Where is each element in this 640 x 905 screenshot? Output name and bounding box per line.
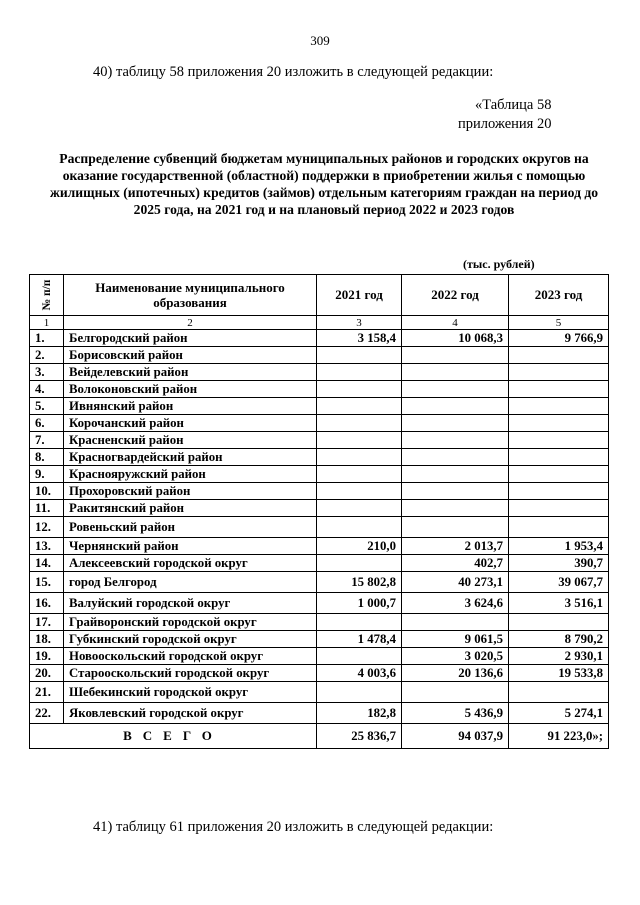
row-2022 bbox=[402, 398, 509, 415]
row-2022: 5 436,9 bbox=[402, 703, 509, 724]
row-num: 5. bbox=[30, 398, 64, 415]
row-2022 bbox=[402, 347, 509, 364]
row-2023 bbox=[509, 682, 609, 703]
row-2023 bbox=[509, 347, 609, 364]
row-num: 7. bbox=[30, 432, 64, 449]
row-2022: 402,7 bbox=[402, 555, 509, 572]
row-num: 2. bbox=[30, 347, 64, 364]
row-2023 bbox=[509, 398, 609, 415]
row-name: Новооскольский городской округ bbox=[64, 648, 317, 665]
row-2022: 20 136,6 bbox=[402, 665, 509, 682]
row-2022 bbox=[402, 432, 509, 449]
table-caption-line1: «Таблица 58 bbox=[474, 97, 552, 113]
table-row bbox=[30, 500, 609, 517]
total-2023: 91 223,0»; bbox=[509, 724, 609, 749]
table-caption-line2: приложения 20 bbox=[458, 116, 552, 132]
row-2022 bbox=[402, 614, 509, 631]
table-row bbox=[30, 415, 609, 432]
row-2022 bbox=[402, 415, 509, 432]
row-2021 bbox=[317, 449, 402, 466]
row-name: Краснояружский район bbox=[64, 466, 317, 483]
table-row bbox=[30, 432, 609, 449]
table-row bbox=[30, 614, 609, 631]
row-name: Ивнянский район bbox=[64, 398, 317, 415]
header-num: № п/п bbox=[30, 275, 64, 316]
row-num: 12. bbox=[30, 517, 64, 538]
row-2023 bbox=[509, 364, 609, 381]
row-num: 14. bbox=[30, 555, 64, 572]
row-2023 bbox=[509, 483, 609, 500]
row-num: 20. bbox=[30, 665, 64, 682]
table-header-row bbox=[30, 275, 609, 316]
row-2021 bbox=[317, 347, 402, 364]
row-name: Губкинский городской округ bbox=[64, 631, 317, 648]
row-2023: 9 766,9 bbox=[509, 330, 609, 347]
row-2023: 1 953,4 bbox=[509, 538, 609, 555]
row-name: Вейделевский район bbox=[64, 364, 317, 381]
row-2021 bbox=[317, 648, 402, 665]
row-2023: 8 790,2 bbox=[509, 631, 609, 648]
row-2023: 19 533,8 bbox=[509, 665, 609, 682]
row-num: 13. bbox=[30, 538, 64, 555]
index-cell: 5 bbox=[509, 316, 609, 330]
row-2021: 4 003,6 bbox=[317, 665, 402, 682]
row-2021 bbox=[317, 466, 402, 483]
table-row bbox=[30, 347, 609, 364]
row-2023 bbox=[509, 614, 609, 631]
row-num: 4. bbox=[30, 381, 64, 398]
row-num: 9. bbox=[30, 466, 64, 483]
row-num: 18. bbox=[30, 631, 64, 648]
row-name: Волоконовский район bbox=[64, 381, 317, 398]
row-2021 bbox=[317, 432, 402, 449]
row-name: Валуйский городской округ bbox=[64, 593, 317, 614]
table-row bbox=[30, 648, 609, 665]
table-row bbox=[30, 449, 609, 466]
table-row bbox=[30, 538, 609, 555]
row-2023 bbox=[509, 415, 609, 432]
subvention-table bbox=[29, 274, 609, 749]
row-2022 bbox=[402, 682, 509, 703]
row-num: 17. bbox=[30, 614, 64, 631]
row-2022 bbox=[402, 500, 509, 517]
total-2022: 94 037,9 bbox=[402, 724, 509, 749]
row-2021 bbox=[317, 398, 402, 415]
row-num: 11. bbox=[30, 500, 64, 517]
row-name: Яковлевский городской округ bbox=[64, 703, 317, 724]
row-name: Грайворонский городской округ bbox=[64, 614, 317, 631]
row-2023: 5 274,1 bbox=[509, 703, 609, 724]
table-row bbox=[30, 483, 609, 500]
row-2022 bbox=[402, 364, 509, 381]
row-2022 bbox=[402, 483, 509, 500]
table-row bbox=[30, 631, 609, 648]
row-num: 8. bbox=[30, 449, 64, 466]
table-row bbox=[30, 381, 609, 398]
index-cell: 1 bbox=[30, 316, 64, 330]
paragraph-41: 41) таблицу 61 приложения 20 изложить в следующей редакции: bbox=[93, 819, 494, 835]
row-2021: 1 478,4 bbox=[317, 631, 402, 648]
units-label: (тыс. рублей) bbox=[463, 257, 535, 271]
row-2021: 210,0 bbox=[317, 538, 402, 555]
row-2023 bbox=[509, 381, 609, 398]
row-name: Ровеньский район bbox=[64, 517, 317, 538]
table-caption bbox=[458, 96, 551, 134]
table-row bbox=[30, 517, 609, 538]
row-2021: 182,8 bbox=[317, 703, 402, 724]
row-name: Алексеевский городской округ bbox=[64, 555, 317, 572]
row-2023: 2 930,1 bbox=[509, 648, 609, 665]
row-2023: 3 516,1 bbox=[509, 593, 609, 614]
row-name: город Белгород bbox=[64, 572, 317, 593]
table-row bbox=[30, 703, 609, 724]
table-row bbox=[30, 398, 609, 415]
row-2021 bbox=[317, 614, 402, 631]
row-name: Шебекинский городской округ bbox=[64, 682, 317, 703]
row-2021 bbox=[317, 517, 402, 538]
row-num: 15. bbox=[30, 572, 64, 593]
total-2021: 25 836,7 bbox=[317, 724, 402, 749]
row-2023 bbox=[509, 466, 609, 483]
row-2022: 3 624,6 bbox=[402, 593, 509, 614]
row-2021 bbox=[317, 364, 402, 381]
table-row bbox=[30, 330, 609, 347]
row-2022: 40 273,1 bbox=[402, 572, 509, 593]
page-number: 309 bbox=[310, 33, 330, 48]
header-2021: 2021 год bbox=[317, 275, 402, 316]
row-2021: 15 802,8 bbox=[317, 572, 402, 593]
row-2022 bbox=[402, 517, 509, 538]
row-2021 bbox=[317, 555, 402, 572]
table-row bbox=[30, 364, 609, 381]
row-2022: 9 061,5 bbox=[402, 631, 509, 648]
row-2023 bbox=[509, 500, 609, 517]
table-row bbox=[30, 572, 609, 593]
row-num: 3. bbox=[30, 364, 64, 381]
row-2021: 3 158,4 bbox=[317, 330, 402, 347]
row-2023: 390,7 bbox=[509, 555, 609, 572]
header-2022: 2022 год bbox=[402, 275, 509, 316]
table-row bbox=[30, 593, 609, 614]
row-2023 bbox=[509, 432, 609, 449]
header-name: Наименование муниципального образования bbox=[64, 275, 317, 316]
table-row bbox=[30, 665, 609, 682]
row-2021 bbox=[317, 381, 402, 398]
row-name: Красногвардейский район bbox=[64, 449, 317, 466]
row-2021 bbox=[317, 415, 402, 432]
row-name: Ракитянский район bbox=[64, 500, 317, 517]
table-row bbox=[30, 555, 609, 572]
row-num: 10. bbox=[30, 483, 64, 500]
row-num: 19. bbox=[30, 648, 64, 665]
table-row bbox=[30, 466, 609, 483]
row-2022: 2 013,7 bbox=[402, 538, 509, 555]
row-num: 21. bbox=[30, 682, 64, 703]
row-num: 1. bbox=[30, 330, 64, 347]
row-2021: 1 000,7 bbox=[317, 593, 402, 614]
row-2023 bbox=[509, 517, 609, 538]
header-2023: 2023 год bbox=[509, 275, 609, 316]
row-name: Белгородский район bbox=[64, 330, 317, 347]
index-cell: 3 bbox=[317, 316, 402, 330]
row-num: 16. bbox=[30, 593, 64, 614]
paragraph-40: 40) таблицу 58 приложения 20 изложить в следующей редакции: bbox=[93, 64, 494, 80]
row-2021 bbox=[317, 682, 402, 703]
total-row bbox=[30, 724, 609, 749]
total-label: ВСЕГО bbox=[30, 724, 317, 749]
row-name: Прохоровский район bbox=[64, 483, 317, 500]
row-2022: 3 020,5 bbox=[402, 648, 509, 665]
row-num: 6. bbox=[30, 415, 64, 432]
table-row bbox=[30, 682, 609, 703]
row-num: 22. bbox=[30, 703, 64, 724]
row-name: Красненский район bbox=[64, 432, 317, 449]
row-2021 bbox=[317, 500, 402, 517]
row-2022 bbox=[402, 466, 509, 483]
row-2022 bbox=[402, 381, 509, 398]
row-2021 bbox=[317, 483, 402, 500]
row-2022 bbox=[402, 449, 509, 466]
row-name: Корочанский район bbox=[64, 415, 317, 432]
row-name: Старооскольский городской округ bbox=[64, 665, 317, 682]
index-cell: 4 bbox=[402, 316, 509, 330]
row-name: Борисовский район bbox=[64, 347, 317, 364]
document-title: Распределение субвенций бюджетам муниципальных районов и городских округов на оказание государственной (областной) поддержки в приобретении жилья с помощью жилищных (ипотечных) кредитов (займов) отдельным категориям граждан на период до 2025 года, на 2021 год и на плановый период 2022 и 2023 годов bbox=[49, 151, 599, 217]
row-2023: 39 067,7 bbox=[509, 572, 609, 593]
table-index-row bbox=[30, 316, 609, 330]
row-name: Чернянский район bbox=[64, 538, 317, 555]
index-cell: 2 bbox=[64, 316, 317, 330]
row-2023 bbox=[509, 449, 609, 466]
row-2022: 10 068,3 bbox=[402, 330, 509, 347]
